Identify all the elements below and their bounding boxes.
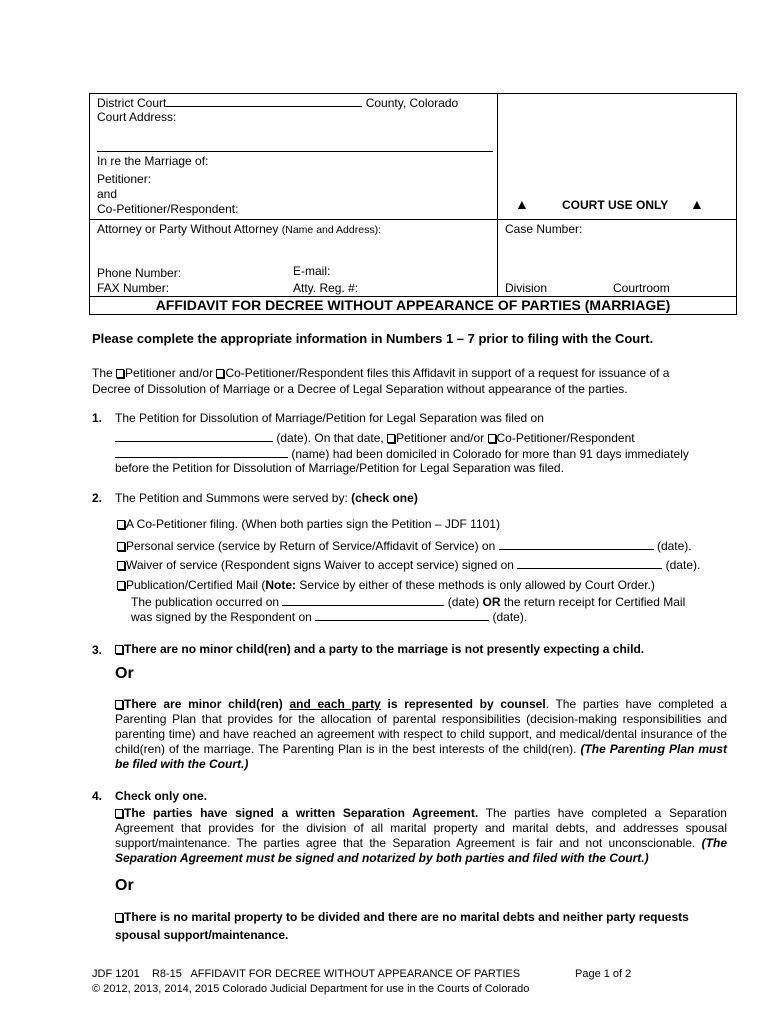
co-petitioner-label: Co-Petitioner/Respondent: xyxy=(97,202,239,216)
children-start: There are minor child(ren) xyxy=(124,697,283,711)
item2-served-by: The Petition and Summons were served by: xyxy=(115,491,348,505)
item3-or: Or xyxy=(115,665,134,682)
petitioner-label: Petitioner: xyxy=(97,172,152,186)
intro-line1 xyxy=(92,366,669,380)
intro-rest: Co-Petitioner/Respondent files this Affidavit in support of a request for issuance of a xyxy=(225,366,670,380)
item2-number: 2. xyxy=(92,491,103,505)
signed-italic: (The Separation Agreement must be signed and notarized by both parties and filed with the Court.) xyxy=(115,836,727,865)
item2-publication-line xyxy=(131,594,685,609)
item2-signed-line xyxy=(131,609,527,624)
footer-line1 xyxy=(92,968,520,980)
item1-petitioner-checkbox[interactable] xyxy=(387,434,395,443)
instructions: Please complete the appropriate information in Numbers 1 – 7 prior to filing with the Court. xyxy=(92,331,654,346)
in-re-separator xyxy=(97,151,493,152)
intro-the: The xyxy=(92,366,113,380)
item1-name-text: (name) had been domiciled in Colorado for more than 91 days immediately xyxy=(291,447,689,461)
intro-line2: Decree of Dissolution of Marriage or a Decree of Legal Separation without appearance of the parties. xyxy=(92,382,628,396)
caption-divider-attorney xyxy=(89,219,737,220)
fax-label: FAX Number: xyxy=(97,281,170,295)
opt-d-end: Service by either of these methods is only allowed by Court Order.) xyxy=(299,578,655,592)
pub-occurred-text: The publication occurred on xyxy=(131,595,280,609)
children-underline: and each party xyxy=(289,697,381,711)
separation-agreement-checkbox[interactable] xyxy=(115,809,123,818)
children-text: . The parties have completed a Parenting Plan that provides for the allocation of parental responsibilities (decision-making responsibilities and parenting time) and have reached an agreement with respect to child support, and medical/dental insurance of the child(ren) of the marriage. The Parenting Plan is in the best interests of the child(ren). xyxy=(115,697,727,756)
children-represented-checkbox[interactable] xyxy=(115,700,123,709)
opt-b-date-label: (date). xyxy=(656,539,692,553)
footer-form-title: AFFIDAVIT FOR DECREE WITHOUT APPEARANCE OF PARTIES xyxy=(190,968,521,980)
item3-children-paragraph xyxy=(115,697,727,772)
opt-a-text: A Co-Petitioner filing. (When both parties sign the Petition – JDF 1101) xyxy=(126,517,500,531)
item2-opt-b xyxy=(117,538,692,553)
item1-line4: before the Petition for Dissolution of Marriage/Petition for Legal Separation was filed. xyxy=(115,461,564,475)
court-use-only-label: COURT USE ONLY xyxy=(562,198,669,212)
case-number-label: Case Number: xyxy=(505,222,583,236)
opt-c-text: Waiver of service (Respondent signs Waiver to accept service) signed on xyxy=(126,558,514,572)
and-label: and xyxy=(97,187,118,201)
item2-check-one: (check one) xyxy=(351,491,418,505)
no-children-text: There are no minor child(ren) and a party to the marriage is not presently expecting a child. xyxy=(124,642,645,656)
pub-rest-text: the return receipt for Certified Mail xyxy=(503,595,686,609)
attorney-note: (Name and Address): xyxy=(281,224,381,236)
no-property-checkbox[interactable] xyxy=(115,913,123,922)
item1-date-text: (date). On that date, xyxy=(276,431,384,445)
atty-reg-label: Atty. Reg. #: xyxy=(293,281,359,295)
division-label: Division xyxy=(505,281,548,295)
item4-separation-paragraph xyxy=(115,806,727,866)
footer-form-id: JDF 1201 xyxy=(92,968,140,980)
item3-no-children xyxy=(115,642,644,656)
signed-date-end: (date). xyxy=(492,610,528,624)
item2-line1 xyxy=(115,491,418,505)
item4-no-property-paragraph xyxy=(115,908,727,944)
county-field[interactable] xyxy=(166,95,362,107)
pub-or-label: OR xyxy=(482,595,501,609)
item2-opt-d xyxy=(117,578,655,592)
no-children-checkbox[interactable] xyxy=(115,645,123,654)
personal-service-checkbox[interactable] xyxy=(117,542,125,551)
no-property-text: There is no marital property to be divided and there are no marital debts and neither party requests spousal support/maintenance. xyxy=(115,910,689,942)
item2-opt-c xyxy=(117,557,700,572)
co-petitioner-filing-checkbox[interactable] xyxy=(117,520,125,529)
publication-checkbox[interactable] xyxy=(117,581,125,590)
item4-check-only-one: Check only one. xyxy=(115,789,208,803)
personal-service-date-field[interactable] xyxy=(499,538,654,550)
item2-opt-a xyxy=(117,517,500,531)
district-court-line xyxy=(97,95,458,110)
item1-line3 xyxy=(115,446,689,461)
triangle-right-icon: ▲ xyxy=(690,196,704,212)
email-label: E-mail: xyxy=(293,264,331,278)
waiver-checkbox[interactable] xyxy=(117,561,125,570)
opt-b-text: Personal service (service by Return of Service/Affidavit of Service) on xyxy=(126,539,496,553)
item1-line1: The Petition for Dissolution of Marriage/Petition for Legal Separation was filed on xyxy=(115,411,544,425)
intro-petitioner-andor: Petitioner and/or xyxy=(125,366,214,380)
footer-copyright: © 2012, 2013, 2014, 2015 Colorado Judicial Department for use in the Courts of Colorado xyxy=(92,983,530,995)
district-court-label: District Court xyxy=(97,96,167,110)
in-re-label: In re the Marriage of: xyxy=(97,154,209,168)
phone-label: Phone Number: xyxy=(97,266,182,280)
item1-line2 xyxy=(115,430,635,445)
courtroom-label: Courtroom xyxy=(613,281,670,295)
children-italic: (The Parenting Plan must be filed with the Court.) xyxy=(115,742,728,771)
opt-d-start: Publication/Certified Mail ( xyxy=(126,578,266,592)
signed-by-text: was signed by the Respondent on xyxy=(131,610,312,624)
filing-date-field[interactable] xyxy=(115,430,273,442)
signed-bold: The parties have signed a written Separation Agreement. xyxy=(124,806,479,820)
pub-date-label: (date) xyxy=(447,595,480,609)
intro-co-petitioner-checkbox[interactable] xyxy=(216,369,224,378)
return-receipt-date-field[interactable] xyxy=(315,609,489,621)
item1-co-petitioner-checkbox[interactable] xyxy=(488,434,496,443)
intro-petitioner-checkbox[interactable] xyxy=(116,369,124,378)
opt-c-date-label: (date). xyxy=(665,558,701,572)
court-address-label: Court Address: xyxy=(97,110,177,124)
attorney-label: Attorney or Party Without Attorney xyxy=(97,222,279,236)
item4-or: Or xyxy=(115,877,134,894)
triangle-left-icon: ▲ xyxy=(515,196,529,212)
footer-revision: R8-15 xyxy=(151,968,182,980)
footer-page: Page 1 of 2 xyxy=(575,968,632,980)
signed-text: The parties have completed a Separation Agreement that provides for the division of all marital property and marital debts, and addresses spousal support/maintenance. The parties agree that the Separation Agreement is fair and not unconscionable. xyxy=(115,806,727,850)
item4-number: 4. xyxy=(92,789,103,803)
opt-d-note: Note: xyxy=(265,578,297,592)
attorney-line xyxy=(97,222,381,236)
form-title: AFFIDAVIT FOR DECREE WITHOUT APPEARANCE OF PARTIES (MARRIAGE) xyxy=(155,297,671,313)
item1-number: 1. xyxy=(92,411,103,425)
publication-date-field[interactable] xyxy=(282,594,444,606)
item3-number: 3. xyxy=(92,643,103,657)
item1-petitioner-andor: Petitioner and/or xyxy=(396,431,485,445)
county-label: County, Colorado xyxy=(365,96,459,110)
children-bold-end: is represented by counsel xyxy=(387,697,546,711)
item1-co-petitioner: Co-Petitioner/Respondent xyxy=(496,431,635,445)
domicile-name-field[interactable] xyxy=(115,446,288,458)
caption-vertical-divider xyxy=(497,93,498,296)
waiver-date-field[interactable] xyxy=(517,557,662,569)
